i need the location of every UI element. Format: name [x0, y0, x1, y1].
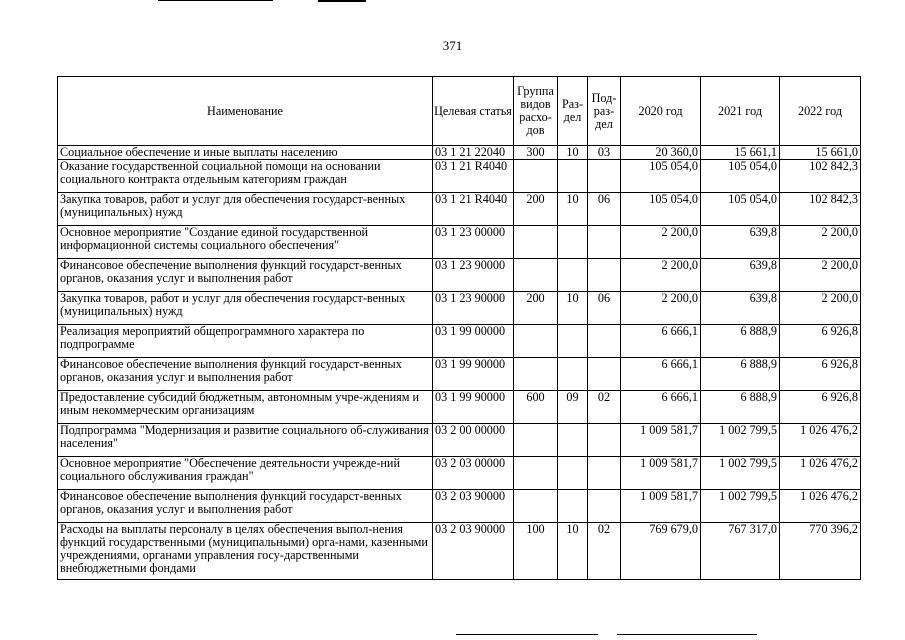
- row-subsection: 02: [588, 391, 621, 424]
- row-2022: 6 926,8: [780, 358, 861, 391]
- row-name: Финансовое обеспечение выполнения функций государст-венных органов, оказания услуг и выполнения работ: [58, 358, 433, 391]
- row-section: [558, 424, 588, 457]
- row-code: 03 1 21 R4040: [433, 193, 514, 226]
- row-2020: 105 054,0: [621, 193, 701, 226]
- row-name: Основное мероприятие "Обеспечение деятельности учрежде-ний социального обслуживания граждан": [58, 457, 433, 490]
- row-code: 03 1 99 90000: [433, 391, 514, 424]
- row-2022: 1 026 476,2: [780, 490, 861, 523]
- row-group: 200: [514, 292, 558, 325]
- row-2021: 1 002 799,5: [701, 490, 780, 523]
- header-group: Группа видов расхо-дов: [514, 77, 558, 146]
- row-code: 03 1 23 90000: [433, 292, 514, 325]
- table-row: [58, 391, 861, 424]
- row-section: 10: [558, 523, 588, 580]
- row-subsection: [588, 457, 621, 490]
- row-2022: 1 026 476,2: [780, 457, 861, 490]
- row-group: 300: [514, 146, 558, 160]
- row-2022: 102 842,3: [780, 160, 861, 193]
- row-group: [514, 457, 558, 490]
- row-name: Закупка товаров, работ и услуг для обеспечения государст-венных (муниципальных) нужд: [58, 193, 433, 226]
- row-name: Закупка товаров, работ и услуг для обеспечения государст-венных (муниципальных) нужд: [58, 292, 433, 325]
- table-row: [58, 146, 861, 160]
- row-subsection: [588, 325, 621, 358]
- row-name: Социальное обеспечение и иные выплаты населению: [58, 146, 433, 160]
- row-code: 03 2 03 90000: [433, 523, 514, 580]
- row-2021: 6 888,9: [701, 325, 780, 358]
- row-section: 09: [558, 391, 588, 424]
- row-code: 03 1 21 22040: [433, 146, 514, 160]
- table-row: [58, 325, 861, 358]
- row-2021: 6 888,9: [701, 358, 780, 391]
- row-2021: 639,8: [701, 226, 780, 259]
- row-subsection: 06: [588, 292, 621, 325]
- row-section: [558, 457, 588, 490]
- row-2020: 2 200,0: [621, 259, 701, 292]
- row-name: Оказание государственной социальной помощи на основании социального контракта отдельным категориям граждан: [58, 160, 433, 193]
- row-group: 600: [514, 391, 558, 424]
- row-subsection: [588, 424, 621, 457]
- row-code: 03 1 99 00000: [433, 325, 514, 358]
- row-group: [514, 490, 558, 523]
- row-2021: 15 661,1: [701, 146, 780, 160]
- row-2021: 767 317,0: [701, 523, 780, 580]
- header-row: [58, 77, 861, 146]
- row-2022: 2 200,0: [780, 226, 861, 259]
- row-subsection: [588, 226, 621, 259]
- row-2021: 105 054,0: [701, 193, 780, 226]
- row-2022: 770 396,2: [780, 523, 861, 580]
- row-2021: 6 888,9: [701, 391, 780, 424]
- row-group: [514, 424, 558, 457]
- row-code: 03 2 00 00000: [433, 424, 514, 457]
- row-2020: 2 200,0: [621, 292, 701, 325]
- row-2022: 2 200,0: [780, 259, 861, 292]
- row-2020: 6 666,1: [621, 358, 701, 391]
- table-row: [58, 358, 861, 391]
- row-2022: 6 926,8: [780, 391, 861, 424]
- table-row: [58, 424, 861, 457]
- row-name: Основное мероприятие "Создание единой государственной информационной системы социального обеспечения": [58, 226, 433, 259]
- header-2021: 2021 год: [701, 77, 780, 146]
- table-row: [58, 226, 861, 259]
- row-name: Финансовое обеспечение выполнения функций государст-венных органов, оказания услуг и выполнения работ: [58, 490, 433, 523]
- top-rule-right: [318, 0, 366, 2]
- row-group: [514, 160, 558, 193]
- row-group: 100: [514, 523, 558, 580]
- row-section: [558, 226, 588, 259]
- row-2020: 1 009 581,7: [621, 490, 701, 523]
- row-2021: 639,8: [701, 259, 780, 292]
- row-2022: 15 661,0: [780, 146, 861, 160]
- row-name: Расходы на выплаты персоналу в целях обеспечения выпол-нения функций государственными (муниципальными) орга-нами, казенными учреждениями, органами управления госу-дарственными внебюджетными фондами: [58, 523, 433, 580]
- row-subsection: [588, 259, 621, 292]
- row-2020: 20 360,0: [621, 146, 701, 160]
- header-subsection: Под-раз-дел: [588, 77, 621, 146]
- table-row: [58, 292, 861, 325]
- row-2021: 105 054,0: [701, 160, 780, 193]
- row-subsection: 02: [588, 523, 621, 580]
- row-group: [514, 325, 558, 358]
- header-2020: 2020 год: [621, 77, 701, 146]
- row-name: Подпрограмма "Модернизация и развитие социального об-служивания населения": [58, 424, 433, 457]
- row-group: [514, 226, 558, 259]
- row-2020: 2 200,0: [621, 226, 701, 259]
- row-code: 03 2 03 90000: [433, 490, 514, 523]
- table-row: [58, 193, 861, 226]
- table-row: [58, 457, 861, 490]
- row-subsection: [588, 490, 621, 523]
- table-row: [58, 259, 861, 292]
- row-2021: 1 002 799,5: [701, 424, 780, 457]
- row-name: Реализация мероприятий общепрограммного характера по подпрограмме: [58, 325, 433, 358]
- row-section: [558, 160, 588, 193]
- table-row: [58, 160, 861, 193]
- row-subsection: 06: [588, 193, 621, 226]
- page-number: 371: [442, 38, 463, 53]
- table-row: [58, 523, 861, 580]
- row-2020: 769 679,0: [621, 523, 701, 580]
- row-2021: 639,8: [701, 292, 780, 325]
- row-group: [514, 259, 558, 292]
- row-2020: 6 666,1: [621, 391, 701, 424]
- row-2020: 105 054,0: [621, 160, 701, 193]
- row-2022: 6 926,8: [780, 325, 861, 358]
- row-2022: 2 200,0: [780, 292, 861, 325]
- row-group: 200: [514, 193, 558, 226]
- top-rule-left: [158, 0, 273, 1]
- header-target: Целевая статья: [433, 77, 514, 146]
- row-section: [558, 358, 588, 391]
- row-code: 03 2 03 00000: [433, 457, 514, 490]
- row-code: 03 1 23 00000: [433, 226, 514, 259]
- bottom-rule-left: [456, 634, 598, 635]
- row-2022: 102 842,3: [780, 193, 861, 226]
- row-2020: 1 009 581,7: [621, 424, 701, 457]
- row-group: [514, 358, 558, 391]
- row-section: [558, 325, 588, 358]
- row-subsection: [588, 160, 621, 193]
- row-2022: 1 026 476,2: [780, 424, 861, 457]
- row-2020: 1 009 581,7: [621, 457, 701, 490]
- row-code: 03 1 21 R4040: [433, 160, 514, 193]
- row-section: 10: [558, 292, 588, 325]
- budget-table: [57, 76, 861, 580]
- row-code: 03 1 23 90000: [433, 259, 514, 292]
- row-2021: 1 002 799,5: [701, 457, 780, 490]
- header-section: Раз-дел: [558, 77, 588, 146]
- row-subsection: [588, 358, 621, 391]
- row-subsection: 03: [588, 146, 621, 160]
- table-row: [58, 490, 861, 523]
- row-section: [558, 259, 588, 292]
- row-code: 03 1 99 90000: [433, 358, 514, 391]
- header-name: Наименование: [58, 77, 433, 146]
- row-section: 10: [558, 193, 588, 226]
- row-section: 10: [558, 146, 588, 160]
- bottom-rule-right: [617, 634, 757, 635]
- header-2022: 2022 год: [780, 77, 861, 146]
- row-section: [558, 490, 588, 523]
- row-name: Финансовое обеспечение выполнения функций государст-венных органов, оказания услуг и выполнения работ: [58, 259, 433, 292]
- row-name: Предоставление субсидий бюджетным, автономным учре-ждениям и иным некоммерческим организациям: [58, 391, 433, 424]
- row-2020: 6 666,1: [621, 325, 701, 358]
